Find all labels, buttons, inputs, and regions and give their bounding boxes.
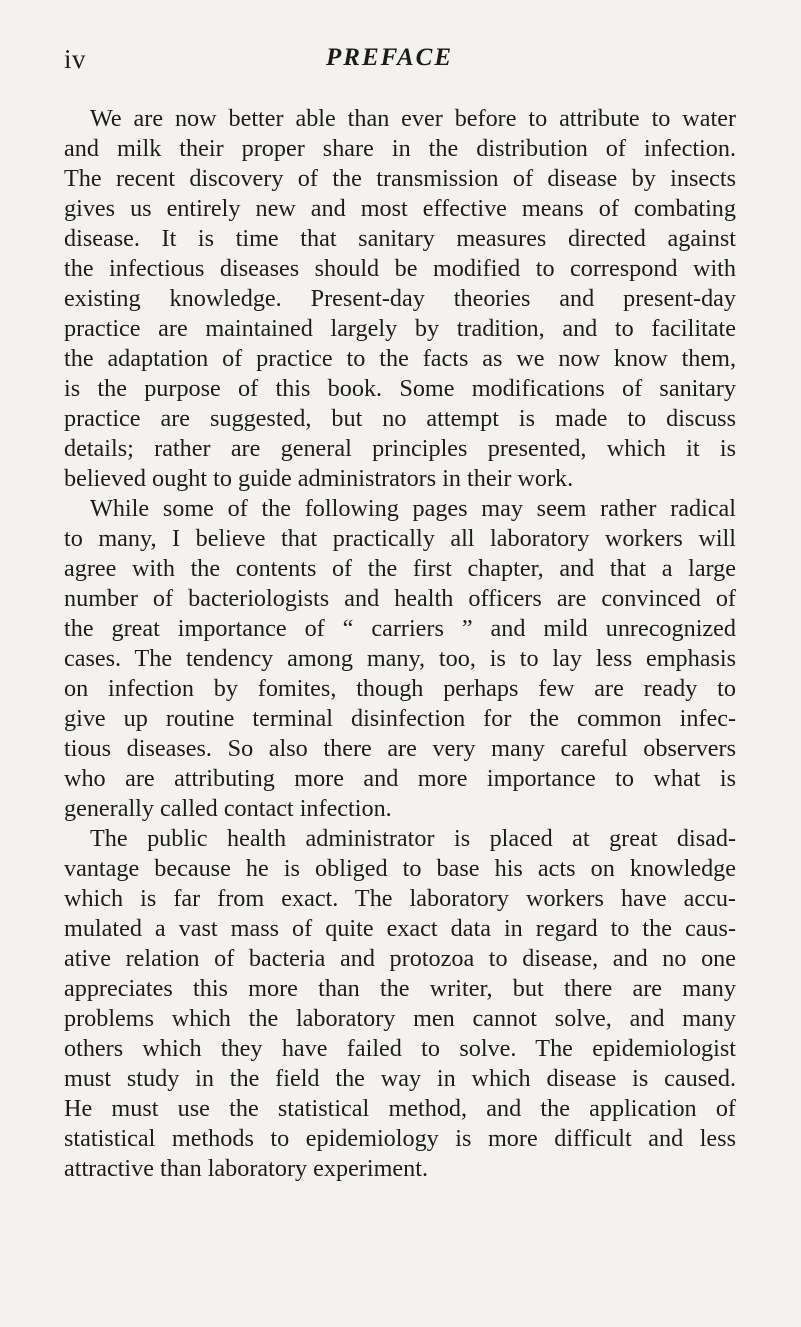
text-line: the infectious diseases should be modified to correspond with <box>64 255 736 282</box>
text-line: practice are maintained largely by tradition, and to facilitate <box>64 315 736 342</box>
text-line: believed ought to guide administrators in their work. <box>64 465 574 492</box>
text-line: and milk their proper share in the distribution of infection. <box>64 135 736 162</box>
text-line: mulated a vast mass of quite exact data in regard to the caus- <box>64 915 736 942</box>
text-line: gives us entirely new and most effective means of combating <box>64 195 736 222</box>
text-line: which is far from exact. The laboratory workers have accu- <box>64 885 736 912</box>
text-line: give up routine terminal disinfection for the common infec- <box>64 705 736 732</box>
text-line: appreciates this more than the writer, but there are many <box>64 975 736 1002</box>
text-line: tious diseases. So also there are very many careful observers <box>64 735 736 762</box>
text-line: generally called contact infection. <box>64 795 392 822</box>
text-line: practice are suggested, but no attempt is made to discuss <box>64 405 736 432</box>
running-title: PREFACE <box>326 44 454 71</box>
text-line: He must use the statistical method, and the application of <box>64 1095 736 1122</box>
text-line: We are now better able than ever before to attribute to water <box>90 105 736 132</box>
text-line: existing knowledge. Present-day theories and present-day <box>64 285 736 312</box>
text-line: to many, I believe that practically all laboratory workers will <box>64 525 736 552</box>
text-line: The recent discovery of the transmission of disease by insects <box>64 165 736 192</box>
text-line: While some of the following pages may seem rather radical <box>90 495 736 522</box>
text-line: problems which the laboratory men cannot solve, and many <box>64 1005 736 1032</box>
text-line: The public health administrator is placed at great disad- <box>90 825 736 852</box>
text-line: is the purpose of this book. Some modifications of sanitary <box>64 375 736 402</box>
text-line: must study in the field the way in which disease is caused. <box>64 1065 736 1092</box>
text-line: on infection by fomites, though perhaps few are ready to <box>64 675 736 702</box>
text-line: number of bacteriologists and health officers are convinced of <box>64 585 736 612</box>
text-line: ative relation of bacteria and protozoa to disease, and no one <box>64 945 736 972</box>
text-line: attractive than laboratory experiment. <box>64 1155 428 1182</box>
text-line: agree with the contents of the first chapter, and that a large <box>64 555 736 582</box>
text-line: details; rather are general principles presented, which it is <box>64 435 736 462</box>
text-line: disease. It is time that sanitary measures directed against <box>64 225 736 252</box>
text-line: others which they have failed to solve. The epidemiologist <box>64 1035 736 1062</box>
running-head <box>64 44 736 78</box>
page-number: iv <box>64 44 87 74</box>
text-line: vantage because he is obliged to base his acts on knowledge <box>64 855 736 882</box>
text-line: cases. The tendency among many, too, is to lay less emphasis <box>64 645 736 672</box>
text-line: the adaptation of practice to the facts as we now know them, <box>64 345 736 372</box>
text-line: the great importance of “ carriers ” and mild unrecognized <box>64 615 736 642</box>
text-line: statistical methods to epidemiology is more difficult and less <box>64 1125 736 1152</box>
text-line: who are attributing more and more importance to what is <box>64 765 736 792</box>
